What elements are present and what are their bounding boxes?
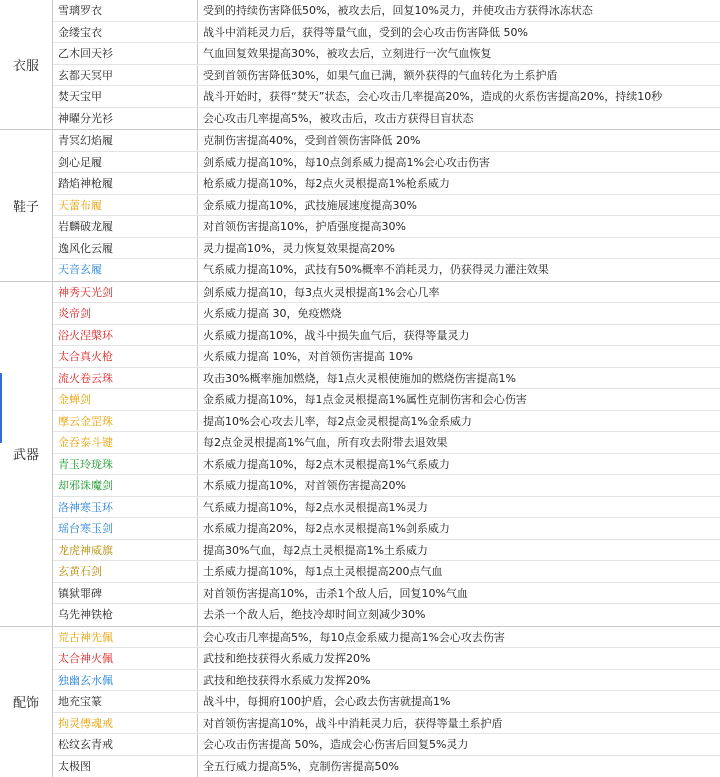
table-row — [53, 238, 720, 260]
item-name: 乙木回天衫 — [53, 43, 198, 64]
item-name: 拘灵傅魂戒 — [53, 713, 198, 734]
item-name: 瑶台寒玉剑 — [53, 518, 198, 539]
item-name: 金吞泰斗键 — [53, 432, 198, 453]
table-row — [53, 454, 720, 476]
category-rows — [53, 0, 720, 129]
item-effect: 战斗开始时，获得“焚天”状态，会心攻击几率提高20%，造成的火系伤害提高20%，持续10秒 — [198, 86, 720, 107]
table-row — [53, 325, 720, 347]
item-effect: 战斗中，每拥府100护盾，会心政去伤害就提高1% — [198, 691, 720, 712]
item-effect: 受到首领伤害降低30%，如果气血已满，额外获得的气血转化为土系护盾 — [198, 65, 720, 86]
table-row — [53, 22, 720, 44]
item-effect: 会心攻击几率提高5%，被攻击后，攻击方获得目盲状态 — [198, 108, 720, 130]
category-group — [0, 0, 720, 130]
item-effect: 灵力提高10%，灵力恢复效果提高20% — [198, 238, 720, 259]
item-name: 金蝉剑 — [53, 389, 198, 410]
table-row — [53, 130, 720, 152]
table-row — [53, 756, 720, 777]
table-row — [53, 86, 720, 108]
table-row — [53, 216, 720, 238]
item-effect: 气系威力提高10%，每2点水灵根提高1%灵力 — [198, 497, 720, 518]
item-name: 龙虎神威旗 — [53, 540, 198, 561]
item-effect: 水系威力提高20%，每2点水灵根提高1%剑系威力 — [198, 518, 720, 539]
item-name: 玄都天冥甲 — [53, 65, 198, 86]
item-effect: 克制伤害提高40%，受到首领伤害降低 20% — [198, 130, 720, 151]
table-row — [53, 195, 720, 217]
item-name: 天蕾布履 — [53, 195, 198, 216]
item-effect: 金系威力提高10%，武技施展速度提高30% — [198, 195, 720, 216]
item-effect: 火系威力提高 30，免疫燃烧 — [198, 303, 720, 324]
item-effect: 每2点金灵根提高1%气血，所有攻去附带去退效果 — [198, 432, 720, 453]
item-name: 焚天宝甲 — [53, 86, 198, 107]
item-effect: 武技和绝技获得水系威力发挥20% — [198, 670, 720, 691]
table-row — [53, 518, 720, 540]
item-effect: 去杀一个敌人后，绝技冷却时间立刻减少30% — [198, 604, 720, 626]
item-name: 洛神寒玉环 — [53, 497, 198, 518]
item-effect: 木系威力提高10%，每2点木灵根提高1%气系威力 — [198, 454, 720, 475]
item-effect: 对首领伤害提高10%，击杀1个敌人后，回复10%气血 — [198, 583, 720, 604]
category-group — [0, 130, 720, 282]
item-effect: 攻击30%概率施加燃烧，每1点火灵根使施加的燃烧伤害提高1% — [198, 368, 720, 389]
left-accent-bar — [0, 373, 2, 443]
table-row — [53, 475, 720, 497]
item-name: 天音玄履 — [53, 259, 198, 281]
table-row — [53, 368, 720, 390]
item-effect: 火系威力提高10%，战斗中损失血气后，获得等量灵力 — [198, 325, 720, 346]
table-row — [53, 411, 720, 433]
category-label: 衣服 — [0, 0, 53, 129]
item-effect: 全五行威力提高5%，克制伤害提高50% — [198, 756, 720, 777]
item-effect: 会心攻击伤害提高 50%，造成会心伤害后回复5%灵力 — [198, 734, 720, 755]
table-row — [53, 627, 720, 649]
category-label: 武器 — [0, 282, 53, 626]
item-name: 雪璃罗衣 — [53, 0, 198, 21]
item-name: 太极图 — [53, 756, 198, 777]
item-name: 独幽玄水佩 — [53, 670, 198, 691]
table-row — [53, 734, 720, 756]
table-row — [53, 173, 720, 195]
item-name: 荒古神先佩 — [53, 627, 198, 648]
item-name: 镇狱罪碑 — [53, 583, 198, 604]
table-row — [53, 282, 720, 304]
item-effect: 剑系威力提高10，每3点火灵根提高1%会心几率 — [198, 282, 720, 303]
table-row — [53, 108, 720, 130]
category-group — [0, 282, 720, 627]
table-row — [53, 303, 720, 325]
item-effect: 气血回复效果提高30%，被攻去后，立刻进行一次气血恢复 — [198, 43, 720, 64]
table-row — [53, 583, 720, 605]
table-row — [53, 540, 720, 562]
item-effect: 气系威力提高10%，武技有50%概率不消耗灵力，仍获得灵力灌注效果 — [198, 259, 720, 281]
item-name: 浴火涅槃环 — [53, 325, 198, 346]
item-name: 剑心足履 — [53, 152, 198, 173]
item-name: 却邪诛魔剑 — [53, 475, 198, 496]
item-name: 神秀天光剑 — [53, 282, 198, 303]
table-row — [53, 43, 720, 65]
item-effect: 提高10%会心攻去儿率，每2点金灵根提高1%金系威力 — [198, 411, 720, 432]
table-row — [53, 259, 720, 281]
table-row — [53, 670, 720, 692]
item-name: 乌先神铁枪 — [53, 604, 198, 626]
table-row — [53, 432, 720, 454]
item-effect: 木系威力提高10%，对首领伤害提高20% — [198, 475, 720, 496]
item-name: 松纹玄青戒 — [53, 734, 198, 755]
item-name: 炎帝剑 — [53, 303, 198, 324]
item-effect: 对首领伤害提高10%，战斗中消耗灵力后，获得等量土系护盾 — [198, 713, 720, 734]
table-row — [53, 604, 720, 626]
table-row — [53, 691, 720, 713]
category-rows — [53, 130, 720, 281]
item-effect: 剑系威力提高10%，每10点剑系威力提高1%会心攻击伤害 — [198, 152, 720, 173]
item-effect: 会心攻击几率提高5%，每10点金系威力提高1%会心攻去伤害 — [198, 627, 720, 648]
item-name: 太合真火枪 — [53, 346, 198, 367]
item-name: 摩云金罡珠 — [53, 411, 198, 432]
category-rows — [53, 282, 720, 626]
item-name: 玄黄石剑 — [53, 561, 198, 582]
item-effect: 战斗中消耗灵力后，获得等量气血，受到的会心攻击伤害降低 50% — [198, 22, 720, 43]
item-effect: 土系威力提高10%，每1点土灵根提高200点气血 — [198, 561, 720, 582]
table-row — [53, 389, 720, 411]
category-label: 配饰 — [0, 627, 53, 777]
item-name: 地充宝篆 — [53, 691, 198, 712]
item-effect: 武技和绝技获得火系威力发挥20% — [198, 648, 720, 669]
item-effect: 金系威力提高10%，每1点金灵根提高1%属性克制伤害和会心伤害 — [198, 389, 720, 410]
item-effect: 提高30%气血，每2点土灵根提高1%土系威力 — [198, 540, 720, 561]
item-effect: 枪系威力提高10%，每2点火灵根提高1%枪系威力 — [198, 173, 720, 194]
item-name: 青玉玲珑珠 — [53, 454, 198, 475]
item-name: 岩麟破龙履 — [53, 216, 198, 237]
item-name: 神曜分光衫 — [53, 108, 198, 130]
item-name: 太合神火佩 — [53, 648, 198, 669]
table-row — [53, 648, 720, 670]
table-row — [53, 152, 720, 174]
table-row — [53, 65, 720, 87]
item-name: 金缕宝衣 — [53, 22, 198, 43]
item-name: 青冥幻焰履 — [53, 130, 198, 151]
table-row — [53, 346, 720, 368]
item-name: 逸风化云履 — [53, 238, 198, 259]
category-label: 鞋子 — [0, 130, 53, 281]
table-row — [53, 713, 720, 735]
item-name: 流火卷云珠 — [53, 368, 198, 389]
category-group — [0, 627, 720, 777]
item-effect: 火系威力提高 10%，对首领伤害提高 10% — [198, 346, 720, 367]
item-name: 踏焰神枪履 — [53, 173, 198, 194]
item-effect: 对首领伤害提高10%，护盾强度提高30% — [198, 216, 720, 237]
table-row — [53, 561, 720, 583]
table-row — [53, 497, 720, 519]
category-rows — [53, 627, 720, 777]
item-effect: 受到的持续伤害降低50%，被攻去后，回复10%灵力，并使攻击方获得冰冻状态 — [198, 0, 720, 21]
table-row — [53, 0, 720, 22]
